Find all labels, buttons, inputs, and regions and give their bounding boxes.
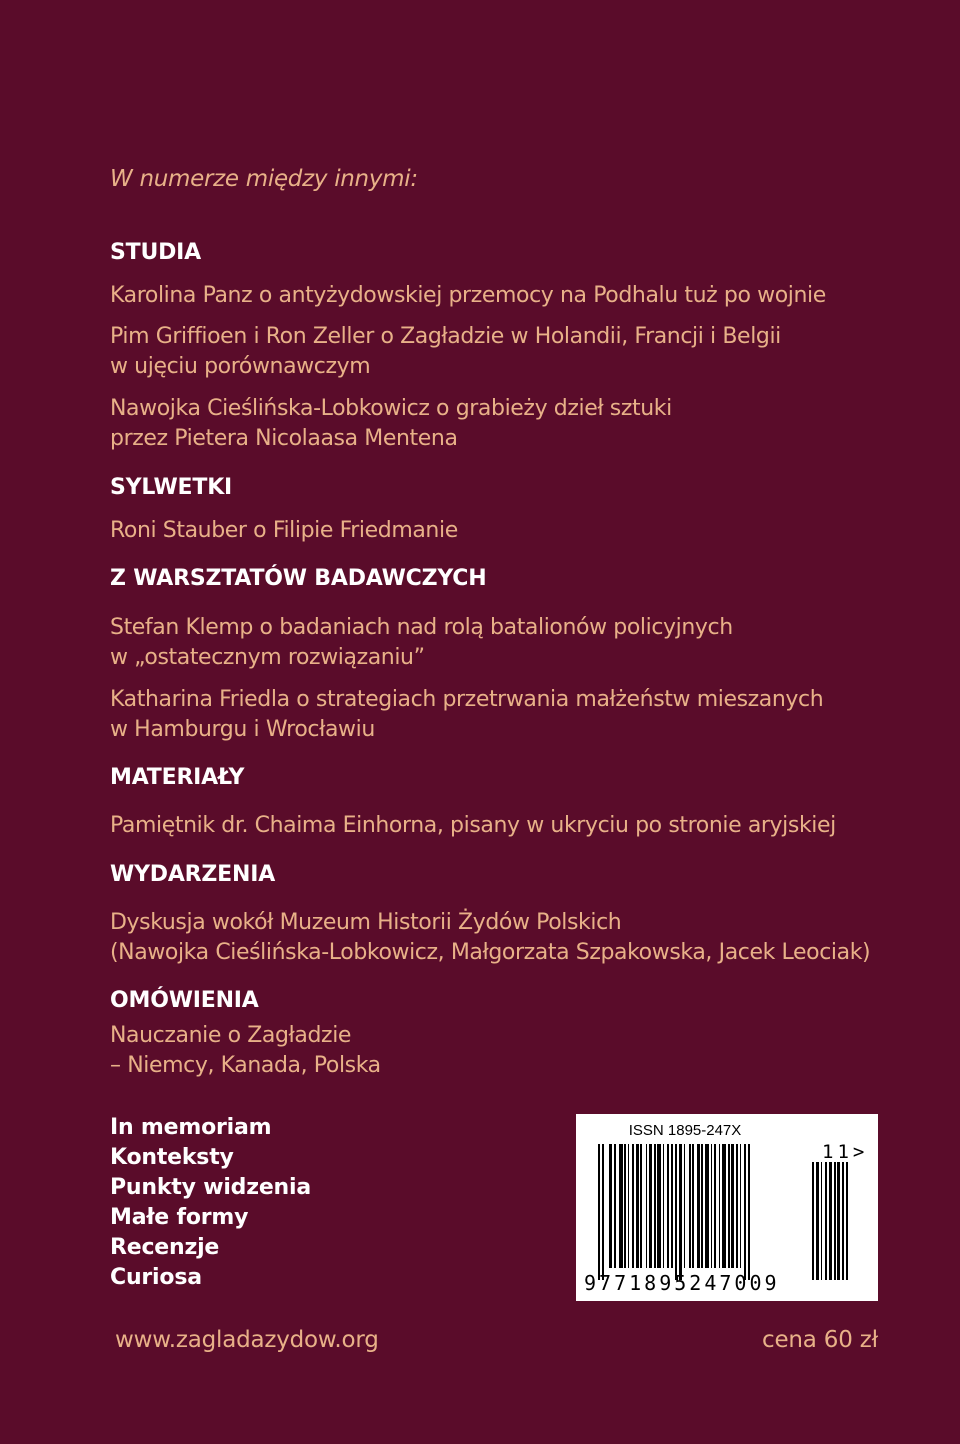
barcode-bar xyxy=(834,1162,836,1280)
barcode-bar xyxy=(744,1144,746,1280)
barcode-bar xyxy=(697,1144,700,1268)
barcode-bar xyxy=(812,1162,814,1280)
barcode-bar xyxy=(740,1144,741,1268)
extras-item: Punkty widzenia xyxy=(110,1175,311,1200)
entry-item xyxy=(110,613,733,673)
intro-text: W numerze między innymi: xyxy=(110,166,418,192)
entry-line: w Hamburgu i Wrocławiu xyxy=(110,717,375,742)
barcode-bar xyxy=(816,1162,819,1280)
entry-line: Dyskusja wokół Muzeum Historii Żydów Polskich xyxy=(110,910,622,935)
barcode-bar xyxy=(728,1144,730,1268)
entry-line: (Nawojka Cieślińska-Lobkowicz, Małgorzata Szpakowska, Jacek Leociak) xyxy=(110,940,871,965)
barcode-bar xyxy=(667,1144,669,1268)
entry-item xyxy=(110,811,836,841)
extras-item: Curiosa xyxy=(110,1265,202,1290)
barcode-bar xyxy=(614,1144,616,1268)
barcode-bar xyxy=(646,1144,647,1268)
barcode-bar xyxy=(829,1162,832,1280)
section-heading-materialy: MATERIAŁY xyxy=(110,765,245,790)
entry-item xyxy=(110,1021,381,1081)
addon-arrow: > xyxy=(852,1141,869,1163)
barcode-bar xyxy=(714,1144,716,1268)
extras-item: Konteksty xyxy=(110,1145,234,1170)
section-heading-sylwetki: SYLWETKI xyxy=(110,475,233,500)
entry-line: Roni Stauber o Filipie Friedmanie xyxy=(110,518,458,543)
section-heading-studia: STUDIA xyxy=(110,240,201,265)
barcode-bar xyxy=(657,1144,661,1268)
entry-line: Nauczanie o Zagładzie xyxy=(110,1023,352,1048)
barcode-bar xyxy=(609,1144,612,1268)
extras-item: Recenzje xyxy=(110,1235,220,1260)
price-label: cena 60 zł xyxy=(762,1327,878,1353)
barcode-bar xyxy=(705,1144,709,1268)
barcode-bar xyxy=(711,1144,712,1268)
barcode-addon-digits xyxy=(822,1141,868,1163)
barcode-bar xyxy=(722,1144,726,1268)
section-heading-warsztaty: Z WARSZTATÓW BADAWCZYCH xyxy=(110,566,487,591)
entry-line: Pim Griffioen i Ron Zeller o Zagładzie w Holandii, Francji i Belgii xyxy=(110,324,781,349)
entry-item xyxy=(110,394,672,454)
barcode-bar xyxy=(731,1144,734,1268)
barcode-bar xyxy=(654,1144,656,1268)
barcode-bars xyxy=(598,1144,798,1282)
barcode-bar xyxy=(825,1162,827,1280)
barcode-bar xyxy=(679,1144,682,1280)
section-heading-omowienia: OMÓWIENIA xyxy=(110,988,259,1013)
barcode-bar xyxy=(842,1162,844,1280)
barcode-bar xyxy=(649,1144,652,1268)
barcode-bar xyxy=(663,1144,664,1268)
section-heading-wydarzenia: WYDARZENIA xyxy=(110,862,276,887)
barcode-bar xyxy=(602,1144,604,1280)
barcode-bar xyxy=(821,1162,822,1280)
barcode-bar xyxy=(675,1144,677,1280)
barcode-bar xyxy=(671,1144,673,1268)
entry-item xyxy=(110,281,826,311)
barcode-bar xyxy=(837,1162,840,1280)
barcode-bar xyxy=(684,1144,685,1268)
barcode-bar xyxy=(640,1144,642,1268)
barcode-bar xyxy=(632,1144,634,1268)
barcode-digits: 9771895247009 xyxy=(584,1271,780,1295)
barcode-bar xyxy=(598,1144,600,1280)
barcode-addon-bars xyxy=(812,1162,856,1282)
barcode-bar xyxy=(628,1144,629,1268)
barcode xyxy=(576,1114,878,1301)
website-link[interactable]: www.zagladazydow.org xyxy=(115,1327,379,1353)
barcode-bar xyxy=(624,1144,626,1268)
barcode-bar xyxy=(736,1144,738,1268)
entry-line: w „ostatecznym rozwiązaniu” xyxy=(110,645,425,670)
entry-item xyxy=(110,685,823,745)
entry-line: Stefan Klemp o badaniach nad rolą batalionów policyjnych xyxy=(110,615,733,640)
extras-list xyxy=(110,1113,311,1293)
entry-line: Nawojka Cieślińska-Lobkowicz o grabieży dzieł sztuki xyxy=(110,396,672,421)
barcode-bar xyxy=(689,1144,691,1268)
extras-item: Małe formy xyxy=(110,1205,249,1230)
barcode-bar xyxy=(619,1144,623,1268)
barcode-bar xyxy=(692,1144,694,1268)
entry-item xyxy=(110,516,458,546)
extras-item: In memoriam xyxy=(110,1115,272,1140)
addon-number: 11 xyxy=(822,1141,853,1163)
barcode-bar xyxy=(636,1144,639,1268)
entry-item xyxy=(110,908,870,968)
barcode-bar xyxy=(719,1144,720,1268)
barcode-bar xyxy=(846,1162,848,1280)
entry-line: w ujęciu porównawczym xyxy=(110,354,371,379)
entry-line: Pamiętnik dr. Chaima Einhorna, pisany w ukryciu po stronie aryjskiej xyxy=(110,813,836,838)
entry-line: przez Pietera Nicolaasa Mentena xyxy=(110,426,458,451)
entry-item xyxy=(110,322,781,382)
entry-line: Karolina Panz o antyżydowskiej przemocy na Podhalu tuż po wojnie xyxy=(110,283,826,308)
entry-line: Katharina Friedla o strategiach przetrwania małżeństw mieszanych xyxy=(110,687,824,712)
entry-line: – Niemcy, Kanada, Polska xyxy=(110,1053,381,1078)
barcode-bar xyxy=(701,1144,703,1268)
barcode-bar xyxy=(748,1144,750,1280)
issn-label: ISSN 1895-247X xyxy=(628,1122,742,1139)
